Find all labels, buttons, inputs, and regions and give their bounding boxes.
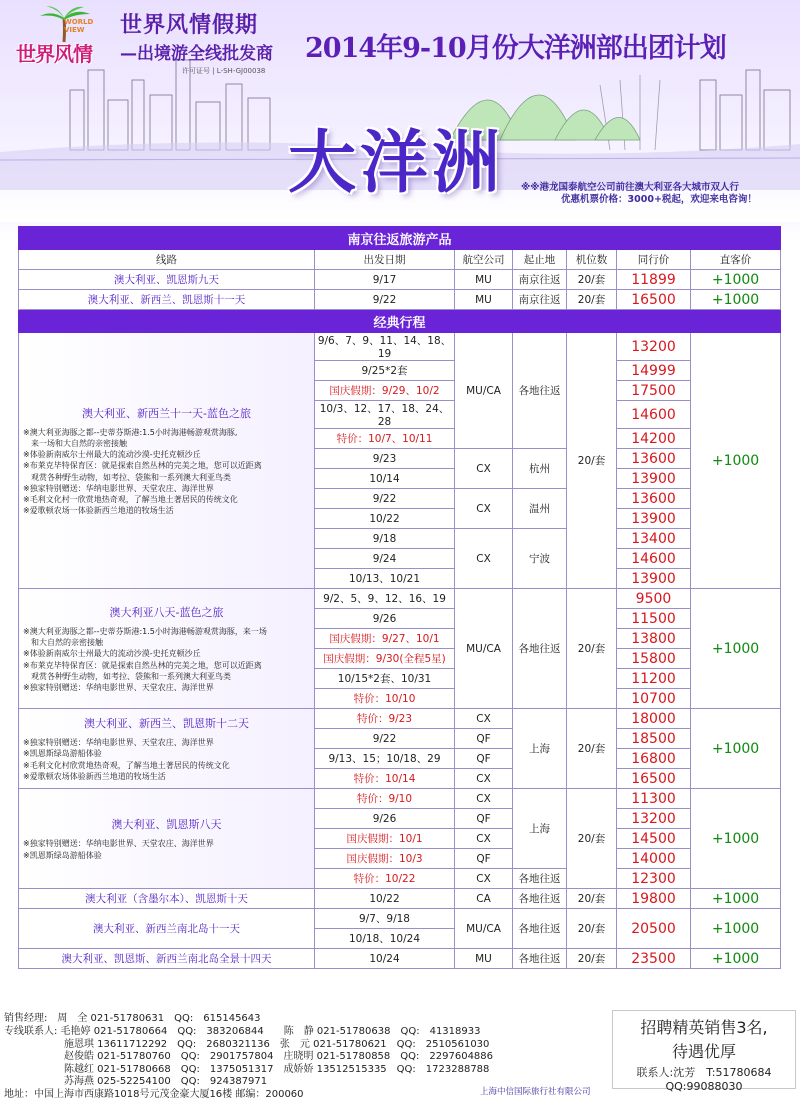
agent-price: 14500 — [617, 829, 691, 849]
agent-price: 18500 — [617, 729, 691, 749]
depart-date: 10/18、10/24 — [315, 929, 455, 949]
depart-date: 9/23 — [315, 449, 455, 469]
contact-line: 施恩琪 13611712292 QQ: 2680321136 张 元 021-51780621 QQ: 2510561030 — [4, 1039, 490, 1050]
table-row — [19, 290, 781, 310]
recruit-qq: QQ:99088030 — [665, 1080, 743, 1093]
highlight-line: ※爱歌顿农场一体验新西兰地道的牧场生活 — [23, 505, 174, 515]
table-row — [19, 709, 781, 729]
agent-price: 15800 — [617, 649, 691, 669]
col-date: 出发日期 — [315, 250, 455, 270]
airline: QF — [455, 809, 513, 829]
table-row — [19, 270, 781, 290]
airline: MU — [455, 270, 513, 290]
airline: MU/CA — [455, 589, 513, 709]
route-name: 澳大利亚、凯恩斯八天 — [111, 818, 222, 832]
route-name: 澳大利亚（含墨尔本）、凯恩斯十天 — [19, 889, 315, 909]
airline: CA — [455, 889, 513, 909]
table-row — [19, 333, 781, 361]
highlight-line: ※体验新南威尔士州最大的流动沙漠-史托克顿沙丘 — [23, 649, 201, 659]
origin: 各地往返 — [513, 869, 567, 889]
depart-date: 国庆假期：10/3 — [315, 849, 455, 869]
depart-date: 10/14 — [315, 469, 455, 489]
route-cell-g4 — [19, 789, 315, 889]
agent-price: 13900 — [617, 469, 691, 489]
depart-date: 9/2、5、9、12、16、19 — [315, 589, 455, 609]
depart-date: 9/25*2套 — [315, 361, 455, 381]
depart-date: 9/17 — [315, 270, 455, 290]
airline: QF — [455, 729, 513, 749]
agent-price: 11200 — [617, 669, 691, 689]
agent-price: 13900 — [617, 569, 691, 589]
seats: 20/套 — [567, 290, 617, 310]
route-name: 澳大利亚、新西兰南北岛十一天 — [19, 909, 315, 949]
depart-date: 国庆假期：9/27、10/1 — [315, 629, 455, 649]
table-row — [19, 909, 781, 929]
agent-price: 20500 — [617, 909, 691, 949]
depart-date: 9/22 — [315, 290, 455, 310]
direct-price: +1000 — [691, 949, 781, 969]
tour-schedule-table — [18, 226, 781, 969]
airline: CX — [455, 449, 513, 489]
seats: 20/套 — [567, 270, 617, 290]
direct-price: +1000 — [691, 789, 781, 889]
section-header-nanjing — [19, 227, 781, 250]
agent-price: 17500 — [617, 381, 691, 401]
highlight-line: ※凯恩斯绿岛游船体验 — [23, 749, 102, 759]
promo-line-1: ※※港龙国泰航空公司前往澳大利亚各大城市双人行 — [521, 182, 739, 193]
agent-price: 18000 — [617, 709, 691, 729]
seats: 20/套 — [567, 909, 617, 949]
main-title: 2014年9-10月份大洋洲部出团计划 — [305, 33, 726, 64]
origin: 各地往返 — [513, 333, 567, 449]
route-name: 澳大利亚八天-蓝色之旅 — [109, 606, 224, 620]
airline: QF — [455, 849, 513, 869]
seats: 20/套 — [567, 889, 617, 909]
origin: 南京往返 — [513, 270, 567, 290]
highlight-line: ※独家特别赠送：华纳电影世界、天堂农庄、海洋世界 — [23, 483, 214, 493]
sales-manager: 销售经理: 周 全 021-51780631 QQ: 615145643 — [4, 1013, 261, 1024]
seats: 20/套 — [567, 789, 617, 889]
contact-line: 苏海燕 025-52254100 QQ: 924387971 — [4, 1076, 268, 1087]
origin: 各地往返 — [513, 889, 567, 909]
recruit-box — [612, 1010, 796, 1093]
section-title: 南京往返旅游产品 — [19, 227, 781, 250]
depart-date: 特价：9/10 — [315, 789, 455, 809]
depart-date: 国庆假期：9/29、10/2 — [315, 381, 455, 401]
depart-date: 特价：9/23 — [315, 709, 455, 729]
agent-price: 16500 — [617, 290, 691, 310]
col-agent-price: 同行价 — [617, 250, 691, 270]
depart-date: 10/24 — [315, 949, 455, 969]
depart-date: 10/3、12、17、18、24、28 — [315, 401, 455, 429]
brand-subtitle: —出境游全线批发商 — [120, 44, 273, 64]
origin: 各地往返 — [513, 909, 567, 949]
agent-price: 13900 — [617, 509, 691, 529]
highlight-line: ※体验新南威尔士州最大的流动沙漠-史托克顿沙丘 — [23, 450, 201, 460]
depart-date: 国庆假期：9/30(全程5星) — [315, 649, 455, 669]
highlight-line: ※独家特别赠送：华纳电影世界、天堂农庄、海洋世界 — [23, 738, 214, 748]
seats: 20/套 — [567, 589, 617, 709]
origin: 南京往返 — [513, 290, 567, 310]
airline: MU/CA — [455, 909, 513, 949]
depart-date: 9/24 — [315, 549, 455, 569]
agent-price: 16800 — [617, 749, 691, 769]
highlight-line: ※澳大利亚海豚之都--史蒂芬斯港:1.5小时海港畅游观赏海豚, — [23, 428, 238, 438]
highlight-line: ※布莱克毕特保育区：就是探索自然丛林的完美之地，您可以近距离 — [23, 461, 262, 471]
origin: 温州 — [513, 489, 567, 529]
depart-date: 10/22 — [315, 509, 455, 529]
agent-price: 13800 — [617, 629, 691, 649]
origin: 上海 — [513, 709, 567, 789]
agent-price: 11500 — [617, 609, 691, 629]
route-cell-g1 — [19, 333, 315, 589]
col-direct-price: 直客价 — [691, 250, 781, 270]
license-number: 许可证号 | L-SH-GJ00038 — [182, 67, 266, 75]
agent-price: 10700 — [617, 689, 691, 709]
highlight-line: ※布莱克毕特保育区：就是探索自然丛林的完美之地，您可以近距离 — [23, 660, 262, 670]
col-route: 线路 — [19, 250, 315, 270]
agent-price: 13200 — [617, 333, 691, 361]
recruit-title: 招聘精英销售3名, — [640, 1018, 768, 1037]
agent-price: 14999 — [617, 361, 691, 381]
depart-date: 9/26 — [315, 809, 455, 829]
agent-price: 11899 — [617, 270, 691, 290]
depart-date: 国庆假期：10/1 — [315, 829, 455, 849]
highlight-line: ※毛利文化村一欣赏地热奇观，了解当地土著居民的传统文化 — [23, 494, 238, 504]
col-origin: 起止地 — [513, 250, 567, 270]
seats: 20/套 — [567, 709, 617, 789]
airline: CX — [455, 489, 513, 529]
logo — [12, 8, 107, 66]
airline: CX — [455, 709, 513, 729]
depart-date: 特价：10/10 — [315, 689, 455, 709]
agent-price: 19800 — [617, 889, 691, 909]
highlight-line: ※凯恩斯绿岛游船体验 — [23, 850, 102, 860]
highlight-line: 观赏各种野生动物，如考拉、袋熊和一系列澳大利亚鸟类 — [23, 671, 231, 681]
depart-date: 特价：10/7、10/11 — [315, 429, 455, 449]
airline: CX — [455, 789, 513, 809]
contact-line: 陈越红 021-51780668 QQ: 1375051317 成娇娇 13512515335 QQ: 1723288788 — [4, 1064, 490, 1075]
agent-price: 14600 — [617, 401, 691, 429]
agent-price: 12300 — [617, 869, 691, 889]
column-header-row — [19, 250, 781, 270]
origin: 杭州 — [513, 449, 567, 489]
recruit-contact: 联系人:沈芳 T:51780684 — [636, 1066, 772, 1079]
highlight-line: ※毛利文化村欣赏地热奇观，了解当地土著居民的传统文化 — [23, 760, 230, 770]
seats: 20/套 — [567, 333, 617, 589]
recruit-subtitle: 待遇优厚 — [671, 1042, 736, 1061]
highlight-line: 来一场和大自然的亲密接触 — [23, 439, 127, 449]
direct-price: +1000 — [691, 290, 781, 310]
address: 地址：中国上海市西康路1018号元茂金豪大厦16楼 邮编：200060 — [4, 1089, 304, 1100]
route-name: 澳大利亚、凯恩斯、新西兰南北岛全景十四天 — [19, 949, 315, 969]
big-title: 大洋洲 — [288, 124, 505, 203]
route-name: 澳大利亚、新西兰、凯恩斯十一天 — [19, 290, 315, 310]
airline: CX — [455, 769, 513, 789]
highlight-line: 观赏各种野生动物，如考拉、袋熊和一系列澳大利亚鸟类 — [23, 472, 231, 482]
header-banner — [0, 0, 800, 222]
section-header-classic — [19, 310, 781, 333]
direct-price: +1000 — [691, 270, 781, 290]
table-row — [19, 789, 781, 809]
depart-date: 10/15*2套、10/31 — [315, 669, 455, 689]
agent-price: 14000 — [617, 849, 691, 869]
depart-date: 9/26 — [315, 609, 455, 629]
depart-date: 10/22 — [315, 889, 455, 909]
promo-note — [521, 182, 800, 207]
depart-date: 9/13、15；10/18、29 — [315, 749, 455, 769]
contact-line: 赵俊皓 021-51780760 QQ: 2901757804 庄晓明 021-51780858 QQ: 2297604886 — [4, 1051, 494, 1062]
highlight-line: ※爱歌顿农场体验新西兰地道的牧场生活 — [23, 771, 166, 781]
agent-price: 13600 — [617, 489, 691, 509]
highlight-line: ※独家特别赠送：华纳电影世界、天堂农庄、海洋世界 — [23, 839, 214, 849]
airline: MU — [455, 949, 513, 969]
agent-price: 23500 — [617, 949, 691, 969]
brand-title: 世界风情假期 — [120, 13, 259, 38]
agent-price: 13600 — [617, 449, 691, 469]
table-row — [19, 889, 781, 909]
airline: CX — [455, 829, 513, 849]
col-airline: 航空公司 — [455, 250, 513, 270]
airline: MU/CA — [455, 333, 513, 449]
origin: 上海 — [513, 789, 567, 869]
direct-price: +1000 — [691, 589, 781, 709]
route-name: 澳大利亚、新西兰十一天-蓝色之旅 — [82, 407, 251, 421]
direct-price: +1000 — [691, 709, 781, 789]
section-title: 经典行程 — [19, 310, 781, 333]
footer-contacts — [0, 1005, 800, 1100]
route-cell-g2 — [19, 589, 315, 709]
seats: 20/套 — [567, 949, 617, 969]
agent-price: 14200 — [617, 429, 691, 449]
agent-price: 13200 — [617, 809, 691, 829]
depart-date: 9/18 — [315, 529, 455, 549]
origin: 宁波 — [513, 529, 567, 589]
highlight-line: ※澳大利亚海豚之都--史蒂芬斯港:1.5小时海港畅游观赏海豚，来一场 — [23, 627, 267, 637]
logo-english: WORLD VIEW — [64, 18, 94, 34]
direct-price: +1000 — [691, 909, 781, 949]
route-cell-g3 — [19, 709, 315, 789]
company-name: 上海中信国际旅行社有限公司 — [480, 1087, 591, 1097]
contact-line: 专线联系人: 毛艳婷 021-51780664 QQ: 383206844 陈 静 021-51780638 QQ: 41318933 — [4, 1026, 481, 1037]
table-row — [19, 589, 781, 609]
promo-line-2: 优惠机票价格：3000+税起，欢迎来电咨询！ — [561, 194, 757, 206]
depart-date: 特价：10/14 — [315, 769, 455, 789]
airline: CX — [455, 869, 513, 889]
depart-date: 9/7、9/18 — [315, 909, 455, 929]
depart-date: 9/6、7、9、11、14、18、19 — [315, 333, 455, 361]
airline: CX — [455, 529, 513, 589]
agent-price: 13400 — [617, 529, 691, 549]
agent-price: 14600 — [617, 549, 691, 569]
agent-price: 9500 — [617, 589, 691, 609]
depart-date: 9/22 — [315, 489, 455, 509]
direct-price: +1000 — [691, 889, 781, 909]
depart-date: 9/22 — [315, 729, 455, 749]
route-name: 澳大利亚、新西兰、凯恩斯十二天 — [84, 717, 249, 731]
highlight-line: 和大自然的亲密接触 — [23, 638, 103, 648]
airline: MU — [455, 290, 513, 310]
table-row — [19, 949, 781, 969]
route-name: 澳大利亚、凯恩斯九天 — [19, 270, 315, 290]
origin: 各地往返 — [513, 589, 567, 709]
agent-price: 16500 — [617, 769, 691, 789]
logo-text: 世界风情 — [16, 42, 92, 66]
agent-price: 11300 — [617, 789, 691, 809]
direct-price: +1000 — [691, 333, 781, 589]
col-seats: 机位数 — [567, 250, 617, 270]
depart-date: 10/13、10/21 — [315, 569, 455, 589]
depart-date: 特价：10/22 — [315, 869, 455, 889]
airline: QF — [455, 749, 513, 769]
origin: 各地往返 — [513, 949, 567, 969]
highlight-line: ※独家特别赠送：华纳电影世界、天堂农庄、海洋世界 — [23, 682, 214, 692]
